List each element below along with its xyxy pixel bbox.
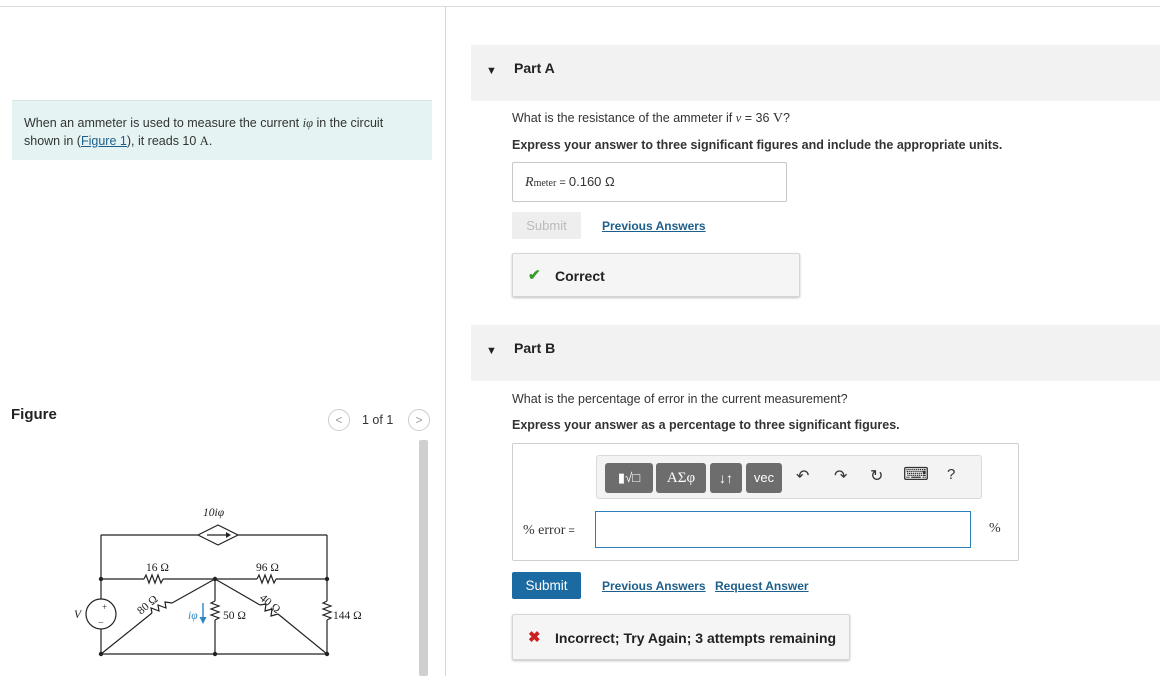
part-a-instruction: Express your answer to three significant figures and include the appropriate units.	[512, 138, 1003, 152]
part-b-feedback	[512, 614, 850, 660]
collapse-triangle-icon[interactable]: ▼	[486, 345, 497, 357]
part-a-label: Part A	[514, 60, 555, 76]
part-a-feedback	[512, 253, 800, 297]
part-a-question: What is the resistance of the ammeter if v = 36 V?	[512, 111, 790, 126]
part-a-header[interactable]	[471, 45, 1160, 101]
problem-unit: A	[199, 134, 209, 148]
answer-equals: =	[556, 177, 569, 189]
current-symbol: iφ	[302, 116, 313, 130]
answer-value: 0.160 Ω	[568, 174, 615, 189]
templates-button[interactable]: ▮√□	[605, 463, 653, 493]
wire-diag-right-a	[215, 579, 260, 605]
help-icon[interactable]: ?	[947, 466, 956, 483]
part-a-submit-button[interactable]: Submit	[512, 212, 581, 239]
node-e	[213, 652, 217, 656]
label-current: iφ	[188, 610, 198, 622]
figure-prev-button[interactable]: <	[328, 409, 350, 431]
part-b-feedback-text: Incorrect; Try Again; 3 attempts remaining	[555, 630, 837, 646]
node-f	[325, 652, 329, 656]
panel-divider	[445, 6, 446, 676]
math-toolbar	[596, 455, 982, 499]
arrows-button[interactable]: ↓↑	[710, 463, 742, 493]
resistor-16	[144, 575, 163, 583]
problem-text-before: When an ammeter is used to measure the current	[24, 116, 303, 130]
part-b-input-label: % error =	[523, 523, 575, 538]
part-b-unit: %	[989, 521, 1001, 536]
keyboard-icon[interactable]: ⌨	[903, 464, 929, 484]
resistor-96	[257, 575, 276, 583]
reset-icon[interactable]: ↻	[870, 468, 884, 485]
percent-error-input[interactable]	[595, 511, 971, 548]
part-b-submit-button[interactable]: Submit	[512, 572, 581, 599]
label-dependent-source: 10iφ	[203, 507, 225, 519]
label-minus: −	[98, 618, 104, 629]
answer-subscript: meter	[533, 178, 557, 189]
wire-diag-left-a	[101, 613, 152, 654]
label-80: 80 Ω	[135, 593, 161, 618]
part-a-previous-answers-link[interactable]: Previous Answers	[602, 219, 706, 233]
label-16: 16 Ω	[146, 562, 169, 574]
figure-link[interactable]: Figure 1	[80, 134, 127, 148]
part-b-header[interactable]	[471, 325, 1160, 381]
top-rule	[0, 6, 1160, 7]
current-arrow-head	[200, 617, 207, 624]
problem-statement	[12, 100, 432, 160]
resistor-144	[323, 601, 331, 620]
figure-title: Figure	[11, 406, 57, 423]
label-source: V	[74, 609, 82, 621]
part-a-answer-display	[512, 162, 787, 202]
node-a	[99, 577, 103, 581]
part-b-instruction: Express your answer as a percentage to three significant figures.	[512, 418, 900, 432]
redo-icon[interactable]: ↷	[834, 468, 848, 485]
part-a-feedback-text: Correct	[555, 268, 605, 284]
wire-diag-right-b	[278, 614, 327, 654]
x-mark-icon: ✖	[528, 629, 541, 646]
undo-icon[interactable]: ↶	[796, 468, 810, 485]
collapse-triangle-icon[interactable]: ▼	[486, 65, 497, 77]
wire-diag-left-b	[172, 579, 215, 603]
label-144: 144 Ω	[333, 610, 362, 622]
part-b-question: What is the percentage of error in the current measurement?	[512, 392, 848, 406]
problem-text-mid: in the circuit shown in (	[24, 116, 384, 148]
node-b	[213, 577, 217, 581]
part-b-previous-answers-link[interactable]: Previous Answers	[602, 579, 706, 593]
problem-period: .	[208, 134, 213, 148]
label-40: 40 Ω	[257, 592, 283, 617]
part-b-label: Part B	[514, 340, 556, 356]
label-50: 50 Ω	[223, 610, 246, 622]
figure-scrollbar[interactable]	[419, 440, 428, 676]
node-c	[325, 577, 329, 581]
vector-button[interactable]: vec	[746, 463, 782, 493]
label-96: 96 Ω	[256, 562, 279, 574]
problem-text-after: ), it reads 10	[126, 134, 200, 148]
dependent-source-arrow-head	[226, 532, 231, 538]
resistor-50	[211, 601, 219, 620]
label-plus: +	[102, 602, 108, 612]
figure-page-indicator: 1 of 1	[362, 413, 394, 427]
check-icon: ✔	[528, 267, 541, 284]
figure-next-button[interactable]: >	[408, 409, 430, 431]
request-answer-link[interactable]: Request Answer	[715, 579, 809, 593]
answer-variable: R	[525, 175, 534, 190]
circuit-diagram	[60, 495, 380, 676]
greek-symbols-button[interactable]: ΑΣφ	[656, 463, 706, 493]
node-d	[99, 652, 103, 656]
